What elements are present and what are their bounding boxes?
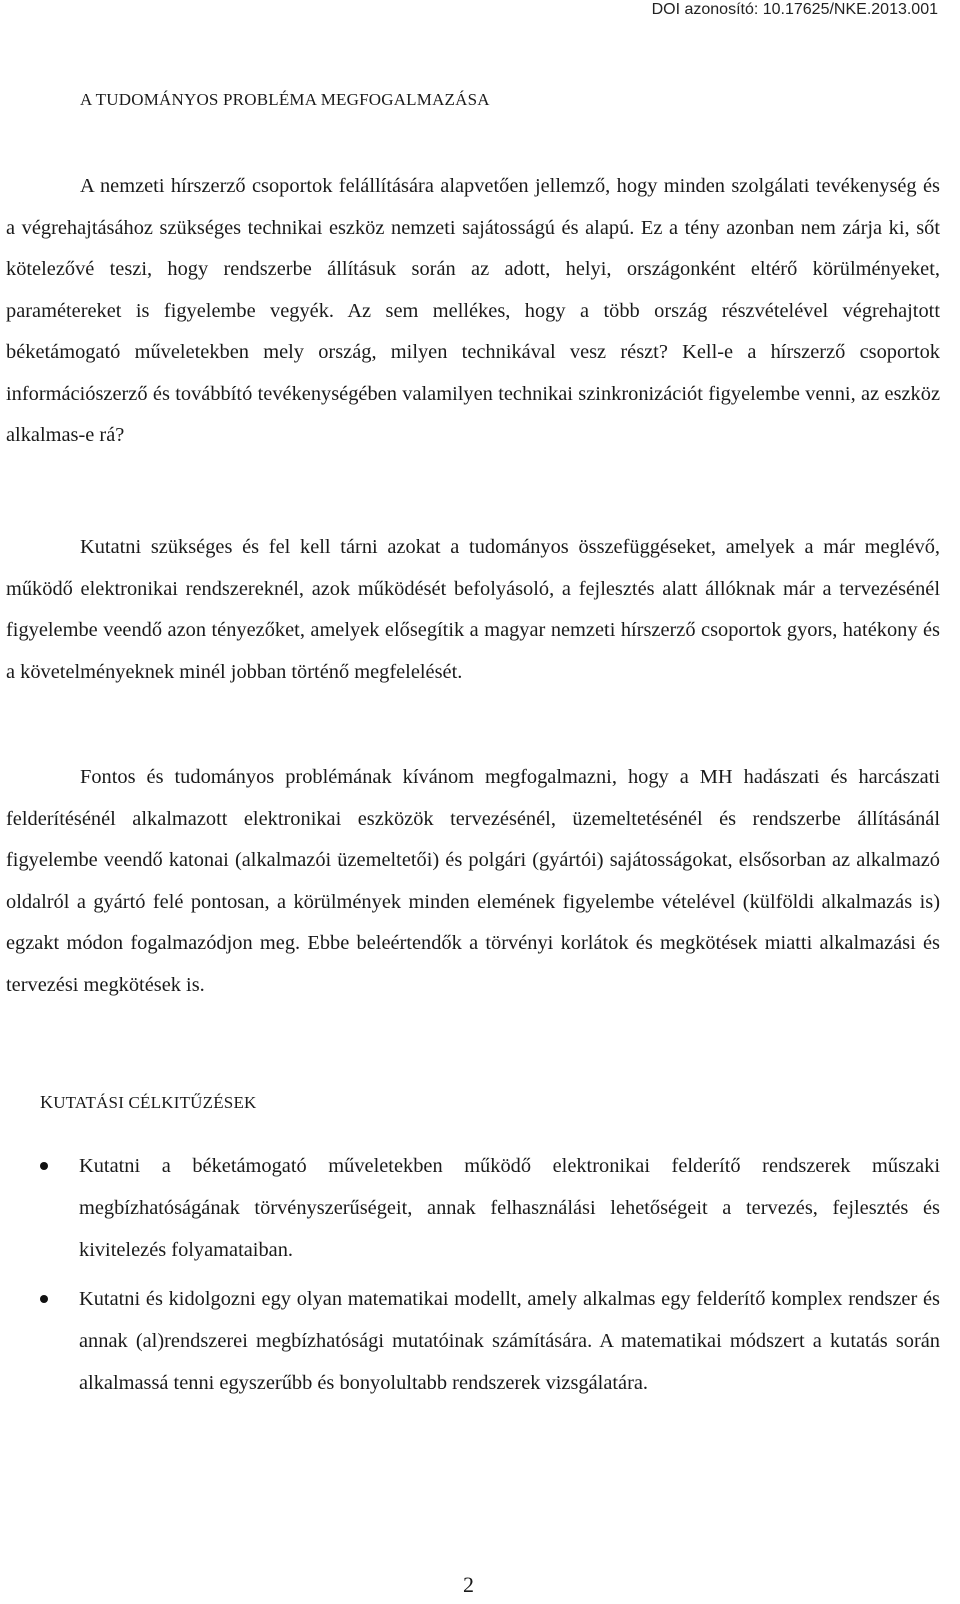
list-item-text: Kutatni a béketámogató műveletekben működő elektronikai felderítő rendszerek műszaki megbízhatóságának törvényszerűségeit, annak felhasználási lehetőségeit a tervezés, fejlesztés és kivitelezés folyamataiban. — [79, 1155, 940, 1261]
section-title-initial: K — [40, 1092, 54, 1112]
section-title-problem: A TUDOMÁNYOS PROBLÉMA MEGFOGALMAZÁSA — [80, 90, 490, 109]
list-item — [6, 1278, 940, 1404]
paragraph-2: Kutatni szükséges és fel kell tárni azokat a tudományos összefüggéseket, amelyek a már meglévő, működő elektronikai rendszereknél, azok működését befolyásoló, a fejlesztés alatt állóknak már a tervezésénél figyelembe veendő azon tényezőket, amelyek elősegítik a magyar nemzeti hírszerző csoportok gyors, hatékony és a követelményeknek minél jobban történő megfelelését. — [6, 536, 940, 683]
page-number: 2 — [463, 1572, 474, 1597]
paragraph-1: A nemzeti hírszerző csoportok felállítására alapvetően jellemző, hogy minden szolgálati tevékenység és a végrehajtásához szükséges technikai eszköz nemzeti sajátosságú és alapú. Ez a tény azonban nem zárja ki, sőt kötelezővé teszi, hogy rendszerbe állításuk során az adott, helyi, országonként eltérő körülményeket, paramétereket is figyelembe vegyék. Az sem mellékes, hogy a több ország részvételével végrehajtott béketámogató műveletekben mely ország, milyen technikával vesz részt? Kell-e a hírszerző csoportok információszerző és továbbító tevékenységében valamilyen technikai szinkronizációt figyelembe venni, az eszköz alkalmas-e rá? — [6, 175, 940, 446]
bullet-icon — [40, 1162, 48, 1170]
list-item — [6, 1145, 940, 1271]
paragraph-3: Fontos és tudományos problémának kívánom megfogalmazni, hogy a MH hadászati és harcászati felderítésénél alkalmazott elektronikai eszközök tervezésénél, üzemeltetésénél és rendszerbe állításánál figyelembe veendő katonai (alkalmazói üzemeltetői) és polgári (gyártói) sajátosságokat, elsősorban az alkalmazó oldalról a gyártó felé pontosan, a körülmények minden elemének figyelembe vételével (külföldi alkalmazás is) egzakt módon fogalmazódjon meg. Ebbe beleértendők a törvényi korlátok és megkötések miatti alkalmazási és tervezési megkötések is. — [6, 766, 940, 996]
bullet-icon — [40, 1295, 48, 1303]
list-item-text: Kutatni és kidolgozni egy olyan matematikai modellt, amely alkalmas egy felderítő komplex rendszer és annak (al)rendszerei megbízhatósági mutatóinak számítására. A matematikai módszert a kutatás során alkalmassá tenni egyszerűbb és bonyolultabb rendszerek vizsgálatára. — [79, 1288, 940, 1394]
doi-identifier: DOI azonosító: 10.17625/NKE.2013.001 — [651, 1, 938, 18]
section-title-rest: UTATÁSI CÉLKITŰZÉSEK — [53, 1093, 257, 1112]
objectives-list — [6, 1145, 940, 1411]
section-title-objectives — [40, 1092, 257, 1113]
